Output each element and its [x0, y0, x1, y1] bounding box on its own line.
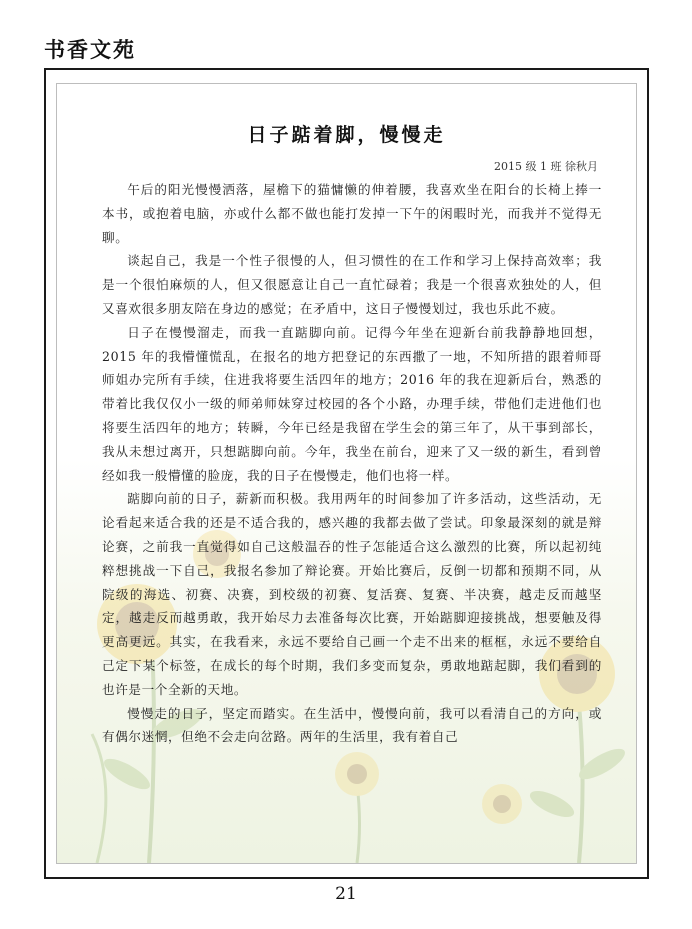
- article-title: 日子踮着脚，慢慢走: [247, 124, 446, 146]
- article-body: [102, 178, 602, 749]
- section-header: 书香文苑: [44, 37, 136, 62]
- paragraph: 午后的阳光慢慢洒落，屋檐下的猫慵懒的伸着腰，我喜欢坐在阳台的长椅上捧一本书，或抱着电脑，亦或什么都不做也能打发掉一下午的闲暇时光，而我并不觉得无聊。: [102, 182, 602, 245]
- paragraph: 谈起自己，我是一个性子很慢的人，但习惯性的在工作和学习上保持高效率；我是一个很怕麻烦的人，但又很愿意让自己一直忙碌着；我是一个很喜欢独处的人，但又喜欢很多朋友陪在身边的感觉；在矛盾中，这日子慢慢划过，我也乐此不疲。: [102, 253, 602, 316]
- paragraph: 慢慢走的日子，坚定而踏实。在生活中，慢慢向前，我可以看清自己的方向，或有偶尔迷惘，但绝不会走向岔路。两年的生活里，我有着自己: [102, 705, 602, 745]
- paragraph: 日子在慢慢溜走，而我一直踮脚向前。记得今年坐在迎新台前我静静地回想，2015 年的我懵懂慌乱，在报名的地方把登记的东西撒了一地，不知所措的跟着师哥师姐办完所有手续，住进我将要生活四年的地方；2016 年的我在迎新后台，熟悉的带着比我仅仅小一级的师弟师妹穿过校园的各个小路，办理手续，带他们走进他们也将要生活四年的地方；转瞬，今年已经是我留在学生会的第三年了，从干事到部长，我从未想过离开，只想踮脚向前。今年，我坐在前台，迎来了又一级的新生，看到曾经如我一般懵懂的脸庞，我的日子在慢慢走，他们也将一样。: [102, 324, 602, 483]
- paragraph: 踮脚向前的日子，薪新而积极。我用两年的时间参加了许多活动，这些活动，无论看起来适合我的还是不适合我的，感兴趣的我都去做了尝试。印象最深刻的就是辩论赛，之前我一直觉得如自己这般温吞的性子怎能适合这么激烈的比赛，所以起初纯粹想挑战一下自己，我报名参加了辩论赛。开始比赛后，反倒一切都和预期不同，从院级的海选、初赛、决赛，到校级的初赛、复活赛、复赛、半决赛，越走反而越坚定，越走反而越勇敢，我开始尽力去准备每次比赛，开始踮脚迎接挑战，想要触及得更高更远。其实，在我看来，永远不要给自己画一个走不出来的框框，永远不要给自己定下某个标签，在成长的每个时期，我们多变而复杂，勇敢地踮起脚，我们看到的也许是一个全新的天地。: [102, 491, 602, 697]
- page-frame: [44, 68, 649, 879]
- page-number: 21: [335, 884, 357, 904]
- article-author: 2015 级 1 班 徐秋月: [494, 160, 598, 173]
- article-panel: [56, 83, 637, 864]
